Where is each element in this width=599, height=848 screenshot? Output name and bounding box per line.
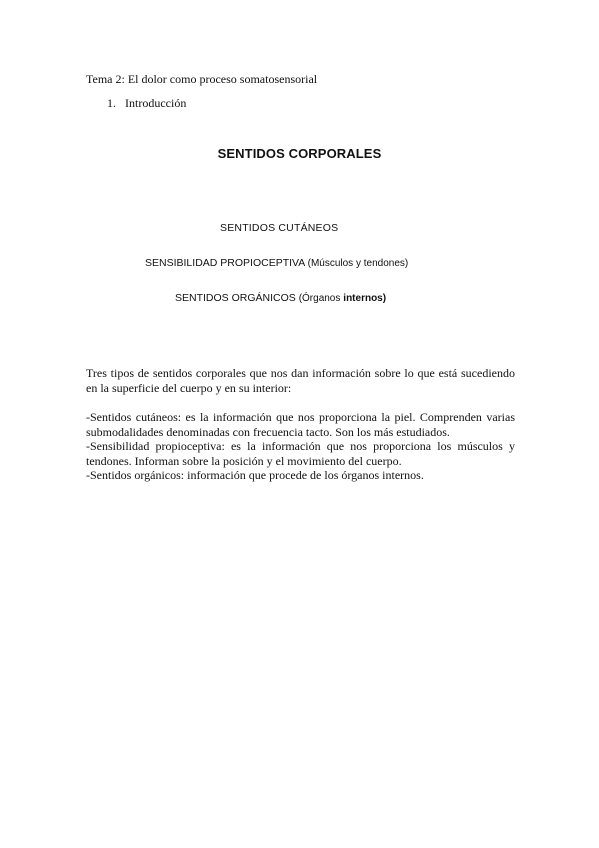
figure-item-propioceptiva-detail: (Músculos y tendones) xyxy=(307,258,409,269)
document-header-title: Tema 2: El dolor como proceso somatosensorial xyxy=(86,72,318,86)
figure-item-organicos-detail-close: internos) xyxy=(343,293,387,304)
section-number: 1. xyxy=(107,96,116,110)
paragraph-sentidos-organicos: -Sentidos orgánicos: información que procede de los órganos internos. xyxy=(86,468,424,482)
paragraph-sensibilidad-propioceptiva: -Sensibilidad propioceptiva: es la información que nos proporciona los músculos y tendones. Informan sobre la posición y el movimiento del cuerpo. xyxy=(86,439,515,468)
figure-item-organicos-label: SENTIDOS ORGÁNICOS xyxy=(175,292,296,304)
figure-item-cutaneos: SENTIDOS CUTÁNEOS xyxy=(220,222,339,234)
figure-item-organicos xyxy=(175,292,386,305)
section-label: Introducción xyxy=(125,96,187,110)
figure-item-propioceptiva-label: SENSIBILIDAD PROPIOCEPTIVA xyxy=(145,257,305,269)
paragraph-sentidos-cutaneos: -Sentidos cutáneos: es la información que nos proporciona la piel. Comprenden varias submodalidades denominadas con frecuencia tacto. Son los más estudiados. xyxy=(86,410,515,439)
figure-title: SENTIDOS CORPORALES xyxy=(217,146,382,161)
section-heading xyxy=(107,96,186,110)
paragraph-intro: Tres tipos de sentidos corporales que nos dan información sobre lo que está sucediendo en la superficie del cuerpo y en su interior: xyxy=(86,366,515,395)
figure-item-organicos-detail-open: (Órganos xyxy=(298,293,341,304)
figure-item-propioceptiva xyxy=(145,257,408,270)
